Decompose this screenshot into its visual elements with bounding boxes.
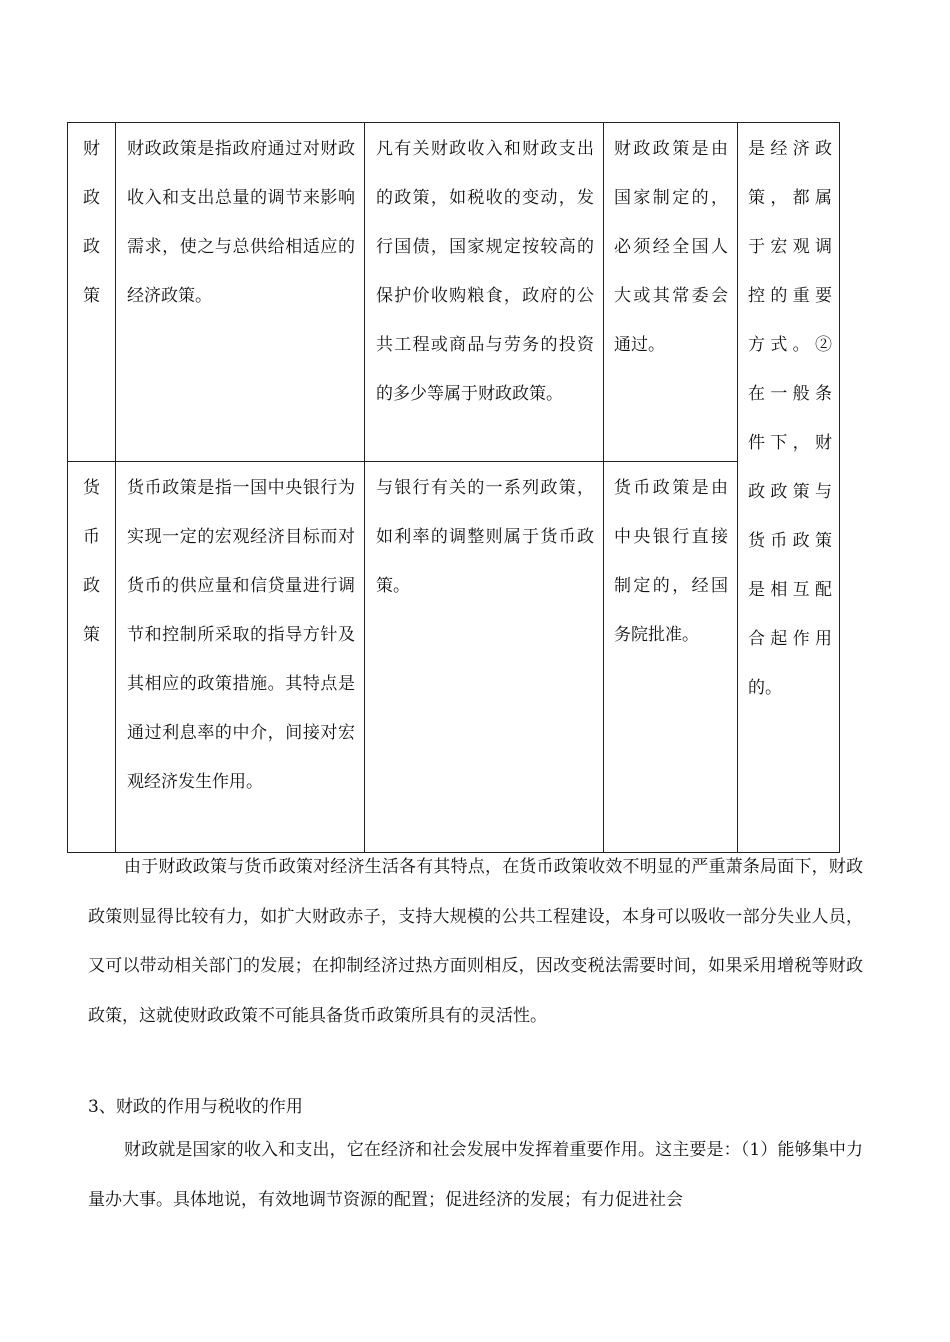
row-label-char: 策 [83,286,100,306]
row-label-monetary-policy [68,464,115,660]
row-label-char: 货 [83,478,100,498]
monetary-policy-definition: 货币政策是指一国中央银行为实现一定的宏观经济目标而对货币的供应量和信贷量进行调节和控制所采取的指导方针及其相应的政策措施。其特点是通过利息率的中介，间接对宏观经济发生作用。 [127,478,355,792]
table-divider [364,123,365,852]
row-label-char: 政 [83,188,100,208]
policy-comparison-table [67,122,840,853]
row-label-char: 财 [83,139,100,159]
table-divider [737,123,738,852]
monetary-policy-maker: 货币政策是由中央银行直接制定的，经国务院批准。 [614,478,728,645]
row-label-char: 政 [83,237,100,257]
body-paragraph: 由于财政政策与货币政策对经济生活各有其特点，在货币政策收效不明显的严重萧条局面下，财政政策则显得比较有力，如扩大财政赤子，支持大规模的公共工程建设，本身可以吸收一部分失业人员，又可以带动相关部门的发展；在抑制经济过热方面则相反，因改变税法需要时间，如果采用增税等财政政策，这就使财政政策不可能具备货币政策所具有的灵活性。 [88,857,863,1026]
table-divider [603,123,604,852]
fiscal-policy-definition: 财政政策是指政府通过对财政收入和支出总量的调节来影响需求，使之与总供给相适应的经济政策。 [127,139,355,306]
fiscal-policy-scope: 凡有关财政收入和财政支出的政策，如税收的变动，发行国债，国家规定按较高的保护价收购粮食，政府的公共工程或商品与劳务的投资的多少等属于财政政策。 [376,139,594,404]
row-label-fiscal-policy [68,123,115,321]
row-label-char: 策 [83,625,100,645]
fiscal-policy-maker: 财政政策是由国家制定的，必须经全国人大或其常委会通过。 [614,139,728,355]
table-divider [68,461,737,462]
row-label-char: 政 [83,576,100,596]
row-label-char: 币 [83,527,100,547]
section-heading: 3、财政的作用与税收的作用 [88,1097,303,1117]
monetary-policy-scope: 与银行有关的一系列政策，如利率的调整则属于货币政策。 [376,478,594,596]
policy-relation-note: 是经济政策，都属于宏观调控的重要方式。② 在一般条件下，财政政策与货币政策是相互配合起作用的。 [748,139,832,698]
table-divider [115,123,116,852]
body-paragraph: 财政就是国家的收入和支出，它在经济和社会发展中发挥着重要作用。这主要是：（1）能够集中力量办大事。具体地说，有效地调节资源的配置；促进经济的发展；有力促进社会 [88,1140,863,1210]
